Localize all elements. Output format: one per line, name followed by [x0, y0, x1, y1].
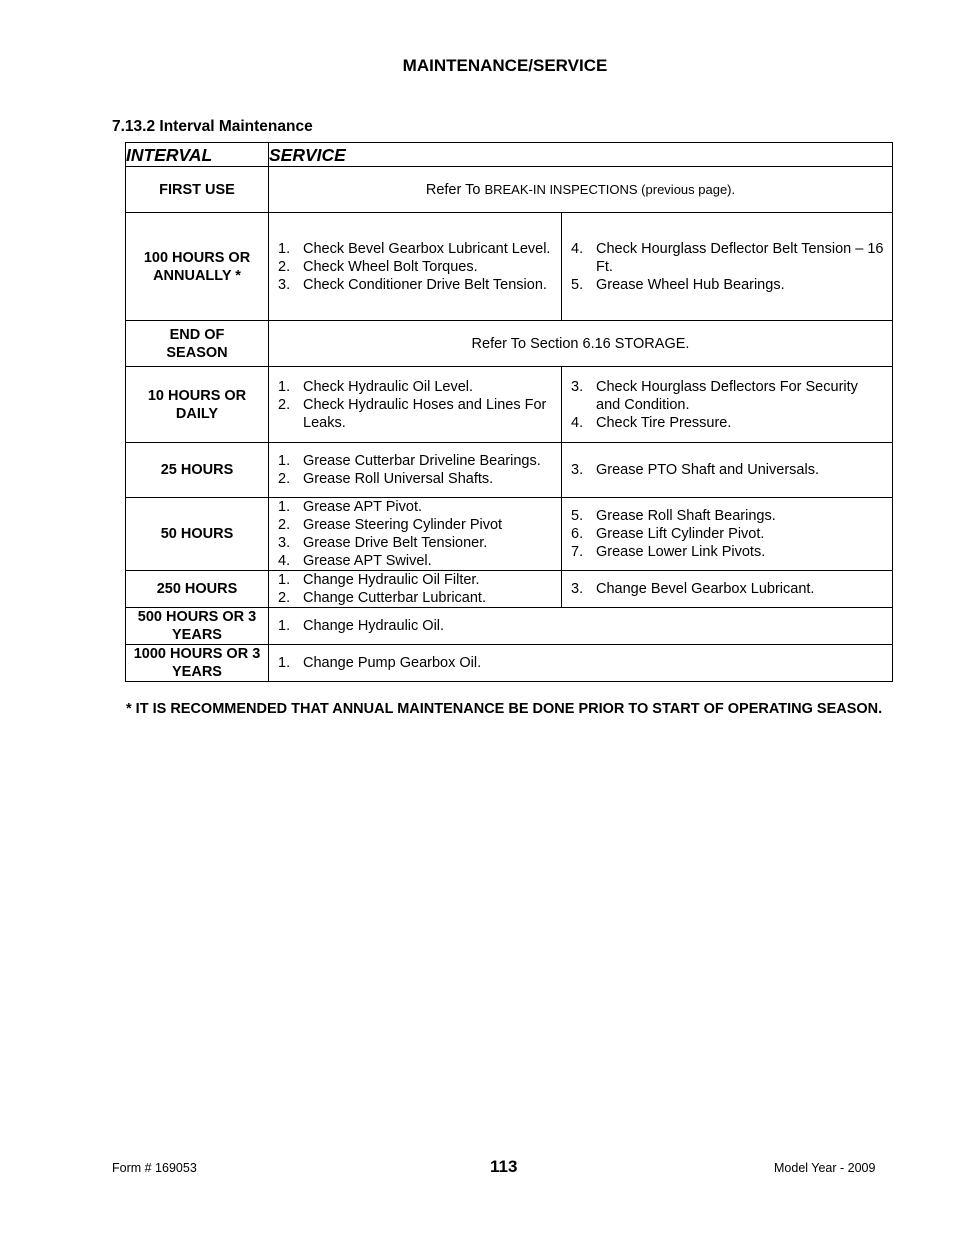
list-item: 2. Check Wheel Bolt Torques. — [278, 258, 478, 275]
service-cell-right — [562, 367, 893, 443]
interval-column-header: INTERVAL — [126, 143, 269, 167]
list-item: 1. Change Pump Gearbox Oil. — [278, 655, 482, 671]
service-cell-left — [269, 443, 562, 498]
service-cell — [269, 167, 893, 213]
refer-target: BREAK-IN INSPECTIONS (previous page). — [484, 181, 736, 197]
interval-cell: 250 HOURS — [126, 571, 269, 608]
service-cell — [269, 608, 893, 645]
table-row — [126, 321, 893, 367]
service-cell-left — [269, 571, 562, 608]
interval-maintenance-table — [125, 142, 893, 682]
list-item: 1. Check Bevel Gearbox Lubricant Level. — [278, 240, 551, 257]
list-item: 2. Grease Roll Universal Shafts. — [278, 471, 494, 487]
annual-maintenance-note: * IT IS RECOMMENDED THAT ANNUAL MAINTENANCE BE DONE PRIOR TO START OF OPERATING SEASON. — [126, 701, 883, 717]
list-item: 4. Check Tire Pressure. — [571, 414, 732, 431]
table-row — [126, 498, 893, 571]
refer-text: Refer To — [425, 181, 485, 198]
list-item: 3. Grease PTO Shaft and Universals. — [571, 462, 819, 478]
list-item: 4. Grease APT Swivel. — [278, 553, 432, 569]
interval-label: 500 HOURS OR 3 YEARS — [137, 609, 257, 643]
interval-cell — [126, 321, 269, 367]
list-item: 2. Change Cutterbar Lubricant. — [278, 590, 486, 606]
table-row — [126, 645, 893, 682]
interval-cell — [126, 608, 269, 645]
list-item: 7. Grease Lower Link Pivots. — [571, 544, 766, 560]
list-item: 6. Grease Lift Cylinder Pivot. — [571, 526, 765, 542]
interval-cell: FIRST USE — [126, 167, 269, 213]
service-cell-left — [269, 213, 562, 321]
list-item: 1. Check Hydraulic Oil Level. — [278, 378, 474, 395]
section-title: 7.13.2 Interval Maintenance — [112, 118, 313, 135]
table-row — [126, 571, 893, 608]
service-cell — [269, 645, 893, 682]
interval-label: 1000 HOURS OR 3 YEARS — [133, 646, 261, 680]
list-item: 2. Check Hydraulic Hoses and Lines For Leaks. — [278, 396, 547, 431]
list-item: 3. Check Conditioner Drive Belt Tension. — [278, 276, 547, 293]
list-item: 5. Grease Wheel Hub Bearings. — [571, 276, 785, 293]
interval-label: 100 HOURS OR ANNUALLY * — [143, 249, 251, 284]
table-header-row — [126, 143, 893, 167]
list-item: 1. Change Hydraulic Oil. — [278, 618, 445, 634]
table-row — [126, 443, 893, 498]
service-cell-right — [562, 571, 893, 608]
service-cell-left — [269, 367, 562, 443]
list-item: 3. Check Hourglass Deflectors For Security and Condition. — [571, 378, 858, 413]
service-cell-left — [269, 498, 562, 571]
list-item: 4. Check Hourglass Deflector Belt Tension – 16 Ft. — [571, 240, 884, 275]
list-item: 1. Grease APT Pivot. — [278, 499, 423, 515]
list-item: 5. Grease Roll Shaft Bearings. — [571, 508, 776, 524]
list-item: 2. Grease Steering Cylinder Pivot — [278, 517, 503, 533]
interval-cell: 25 HOURS — [126, 443, 269, 498]
interval-cell: 50 HOURS — [126, 498, 269, 571]
table-row — [126, 608, 893, 645]
page-number: 113 — [490, 1157, 518, 1176]
interval-cell — [126, 213, 269, 321]
interval-label: 10 HOURS OR DAILY — [147, 387, 247, 422]
list-item: 1. Change Hydraulic Oil Filter. — [278, 572, 480, 588]
service-column-header: SERVICE — [269, 143, 893, 167]
service-cell-right — [562, 498, 893, 571]
table-row — [126, 167, 893, 213]
footer-model-year: Model Year - 2009 — [774, 1161, 876, 1175]
table-row — [126, 213, 893, 321]
table-row — [126, 367, 893, 443]
page-header: MAINTENANCE/SERVICE — [402, 56, 608, 75]
service-cell-right — [562, 213, 893, 321]
list-item: 3. Change Bevel Gearbox Lubricant. — [571, 581, 815, 597]
interval-label: END OF SEASON — [166, 326, 228, 361]
footer-form-number: Form # 169053 — [112, 1161, 197, 1175]
service-cell-right — [562, 443, 893, 498]
interval-cell — [126, 645, 269, 682]
interval-cell — [126, 367, 269, 443]
list-item: 1. Grease Cutterbar Driveline Bearings. — [278, 453, 541, 469]
service-cell: Refer To Section 6.16 STORAGE. — [269, 321, 893, 367]
list-item: 3. Grease Drive Belt Tensioner. — [278, 535, 488, 551]
